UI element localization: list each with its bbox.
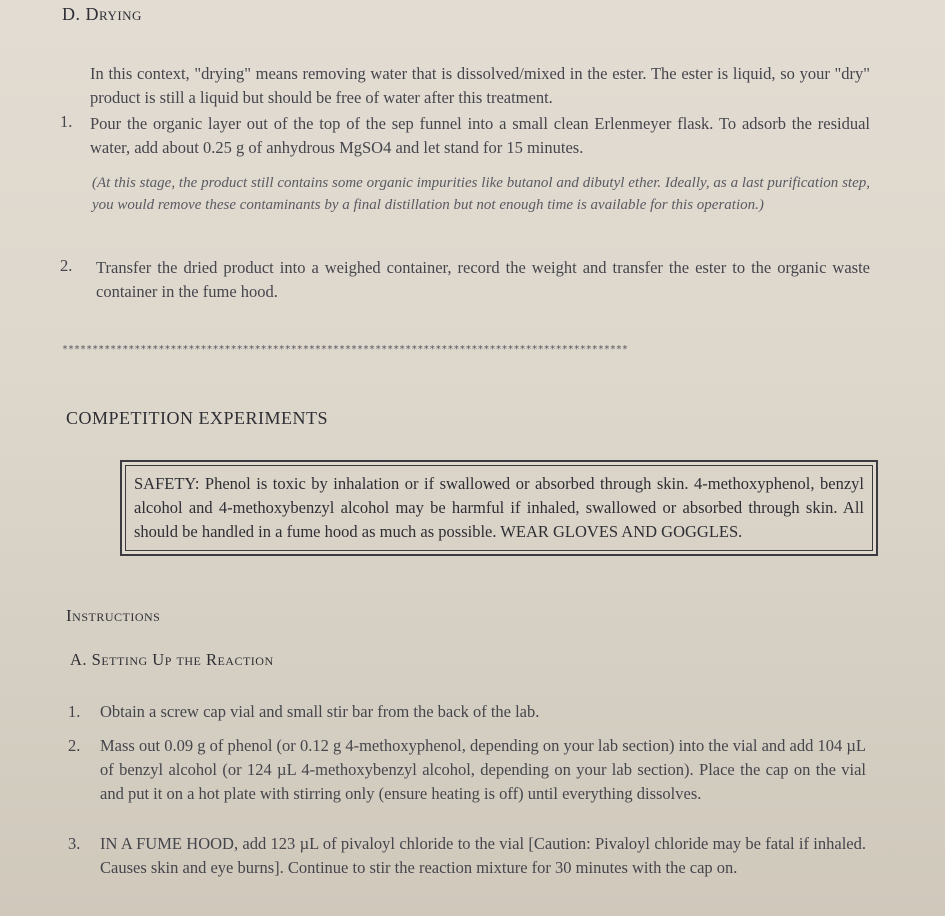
section-d-heading: D. Drying — [62, 4, 142, 24]
instruction-step-2-text: Mass out 0.09 g of phenol (or 0.12 g 4-methoxyphenol, depending on your lab section) into the vial and add 104 µL of benzyl alcohol (or 124 µL 4-methoxybenzyl alcohol, depending on your lab section). Place the cap on the vial and put it on a hot plate with stirring only (ensure heating is off) until everything dissolves. — [100, 736, 866, 803]
instruction-step-1-text: Obtain a screw cap vial and small stir bar from the back of the lab. — [100, 702, 540, 721]
instruction-step-3-number: 3. — [68, 834, 81, 853]
instruction-step-2-number: 2. — [68, 736, 81, 755]
drying-step-2-text: Transfer the dried product into a weighed container, record the weight and transfer the ester to the organic waste container in the fume hood. — [96, 258, 870, 301]
safety-text: SAFETY: Phenol is toxic by inhalation or if swallowed or absorbed through skin. 4-methoxyphenol, benzyl alcohol and 4-methoxybenzyl alcohol may be harmful if inhaled, swallowed or absorbed through skin. All should be handled in a fume hood as much as possible. WEAR GLOVES AND GOGGLES. — [134, 474, 864, 541]
instruction-step-1-number: 1. — [68, 702, 81, 721]
safety-box — [120, 460, 878, 556]
setting-up-subheading: A. Setting Up the Reaction — [70, 650, 274, 669]
drying-step-1-text: Pour the organic layer out of the top of the sep funnel into a small clean Erlenmeyer flask. To adsorb the residual water, add about 0.25 g of anhydrous MgSO4 and let stand for 15 minutes. — [90, 114, 870, 157]
drying-intro-paragraph: In this context, "drying" means removing water that is dissolved/mixed in the ester. The ester is liquid, so your "dry" product is still a liquid but should be free of water after this treatment. — [90, 64, 870, 107]
drying-step-2-number: 2. — [60, 256, 73, 275]
star-separator: ********************************************************************************************** — [62, 344, 628, 355]
competition-heading: COMPETITION EXPERIMENTS — [66, 408, 328, 428]
instruction-step-3-text: IN A FUME HOOD, add 123 µL of pivaloyl chloride to the vial [Caution: Pivaloyl chloride may be fatal if inhaled. Causes skin and eye burns]. Continue to stir the reaction mixture for 30 minutes with the cap on. — [100, 834, 866, 877]
drying-note: (At this stage, the product still contains some organic impurities like butanol and dibutyl ether. Ideally, as a last purification step, you would remove these contaminants by a final distillation but not enough time is available for this operation.) — [92, 175, 870, 213]
drying-step-1-number: 1. — [60, 112, 73, 131]
instructions-heading: Instructions — [66, 606, 161, 625]
